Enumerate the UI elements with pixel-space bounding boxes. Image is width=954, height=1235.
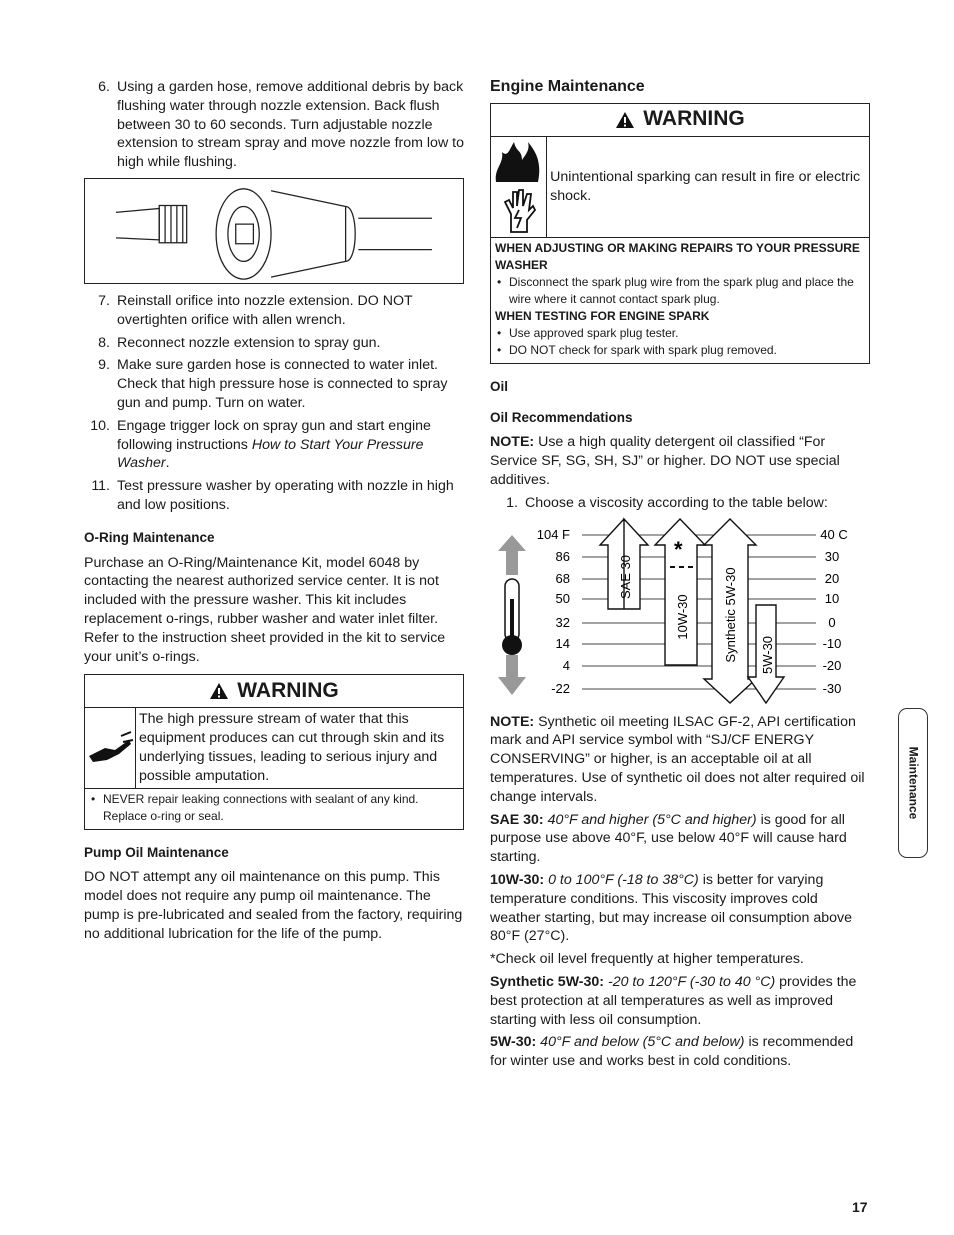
warning-text: Unintentional sparking can result in fire or electric shock.	[550, 169, 861, 204]
spark-test-subheading: WHEN TESTING FOR ENGINE SPARK	[495, 308, 710, 323]
step-choose-viscosity: 1. Choose a viscosity according to the table below:	[506, 494, 828, 511]
note-synthetic-oil: NOTE: Synthetic oil meeting ILSAC GF-2, API certification mark and API service symbol with “SJ/CF ENERGY CONSERVING” or higher, is an acceptable oil at all temperatures. Use of synthetic oil does not alter required oil change intervals.	[490, 713, 865, 805]
oil-label-5w30: 5W-30	[760, 635, 775, 674]
warning-bullet: • DO NOT check for spark with spark plug removed.	[495, 342, 865, 359]
step-9: 9. Make sure garden hose is connected to water inlet. Check that high pressure hose is connected to spray gun and pump. Turn on water.	[98, 357, 448, 411]
celsius-tick-label: -10	[822, 635, 842, 651]
step-7: 7. Reinstall orifice into nozzle extension. DO NOT overtighten orifice with allen wrench.	[98, 292, 413, 328]
oil-label-synthetic-5w30: Synthetic 5W-30	[723, 567, 738, 663]
fahrenheit-tick-label: 68	[555, 570, 570, 586]
note-detergent-oil: NOTE: Use a high quality detergent oil classified “For Service SF, SG, SH, SJ” or higher. DO NOT use special additives.	[490, 434, 840, 488]
fahrenheit-tick-label: 86	[555, 548, 570, 564]
left-column	[84, 78, 464, 948]
thermometer-icon	[502, 579, 522, 655]
5w30-description: 5W-30: 40°F and below (5°C and below) is recommended for winter use and works best in cold conditions.	[490, 1034, 854, 1070]
warning-bullet: • NEVER repair leaking connections with sealant of any kind. Replace o-ring or seal.	[89, 791, 459, 825]
oil-range-arrows	[600, 519, 784, 703]
section-tab-maintenance: Maintenance	[898, 708, 928, 858]
celsius-tick-label: 20	[824, 570, 840, 586]
step-10: 10. Engage trigger lock on spray gun and start engine following instructions How to Start Your Pressure Washer.	[90, 417, 431, 472]
repair-subheading: WHEN ADJUSTING OR MAKING REPAIRS TO YOUR PRESSURE WASHER	[495, 240, 860, 272]
pump-oil-text: DO NOT attempt any oil maintenance on this pump. This model does not require any pump oil maintenance. The pump is pre-lubricated and sealed from the factory, requiring no additional lubrication for the life of the pump.	[84, 869, 463, 942]
nozzle-extension-drawing	[85, 179, 463, 283]
oil-heading: Oil	[490, 378, 509, 394]
steps-list-b	[84, 292, 464, 515]
sae30-description: SAE 30: 40°F and higher (5°C and higher) is good for all purpose use above 40°F, use below 40°F will cause hard starting.	[490, 811, 847, 866]
celsius-tick-label: 40 C	[820, 526, 848, 542]
warning-box-spark	[490, 103, 870, 364]
celsius-tick-label: 0	[828, 614, 836, 630]
warning-text: The high pressure stream of water that this equipment produces can cut through skin and its underlying tissues, leading to serious injury and possible amputation.	[139, 711, 445, 784]
fahrenheit-tick-label: -22	[551, 680, 570, 696]
oring-heading: O-Ring Maintenance	[84, 529, 215, 545]
oil-label-10w30: 10W-30	[675, 593, 690, 640]
page-number: 17	[852, 1199, 868, 1215]
step-8: 8. Reconnect nozzle extension to spray gun.	[98, 334, 381, 351]
celsius-tick-label: 10	[824, 590, 840, 606]
celsius-tick-label: -30	[822, 680, 842, 696]
asterisk-note: *Check oil level frequently at higher temperatures.	[490, 951, 804, 968]
warning-header: WARNING	[491, 104, 869, 137]
fire-icon	[492, 140, 546, 186]
electric-shock-icon	[497, 186, 541, 234]
oring-text: Purchase an O-Ring/Maintenance Kit, model 6048 by contacting the nearest authorized service center. It is not included with the pressure washer. This kit includes replacement o-rings, rubber washer and water inlet filter. Refer to the instruction sheet provided in the kit to service your unit’s o-rings.	[84, 554, 446, 665]
warning-triangle-icon	[615, 111, 635, 129]
engine-maintenance-heading: Engine Maintenance	[490, 78, 645, 95]
hand-injection-hazard-icon	[85, 728, 135, 768]
celsius-tick-label: -20	[822, 657, 842, 673]
asterisk-mark: *	[674, 536, 683, 562]
warning-bullet: • Disconnect the spark plug wire from the spark plug and place the wire where it cannot contact spark plug.	[495, 274, 865, 308]
step-6: 6. Using a garden hose, remove additional debris by back flushing water through nozzle extension. Back flush between 30 to 60 seconds. Turn adjustable nozzle extension to stream spray and move nozzle from low to high while flushing.	[98, 79, 464, 171]
right-column	[490, 78, 870, 1075]
viscosity-chart-svg	[490, 517, 870, 705]
step-11: 11. Test pressure washer by operating with nozzle in high and low positions.	[91, 478, 454, 513]
warning-triangle-icon	[209, 682, 229, 700]
celsius-tick-label: 30	[824, 548, 840, 564]
10w30-description: 10W-30: 0 to 100°F (-18 to 38°C) is better for varying temperature conditions. This viscosity improves cold weather starting, but may increase oil consumption above 80°F (27°C).	[490, 871, 852, 945]
oil-recommendations-heading: Oil Recommendations	[490, 409, 633, 425]
fahrenheit-tick-label: 32	[555, 614, 570, 630]
fahrenheit-tick-label: 14	[555, 635, 570, 651]
fahrenheit-tick-label: 4	[562, 657, 570, 673]
oil-label-sae30: SAE 30	[618, 554, 633, 599]
nozzle-illustration	[84, 178, 464, 284]
steps-list-a	[84, 78, 464, 172]
viscosity-chart	[490, 517, 870, 705]
warning-header: WARNING	[85, 675, 463, 708]
fahrenheit-tick-label: 104 F	[536, 526, 570, 542]
warning-bullet: • Use approved spark plug tester.	[495, 325, 865, 342]
pump-oil-heading: Pump Oil Maintenance	[84, 844, 229, 860]
synthetic-5w30-description: Synthetic 5W-30: -20 to 120°F (-30 to 40 °C) provides the best protection at all temperatures as well as improved starting with less oil consumption.	[490, 973, 857, 1028]
fahrenheit-tick-label: 50	[555, 590, 570, 606]
warning-box-water	[84, 674, 464, 829]
